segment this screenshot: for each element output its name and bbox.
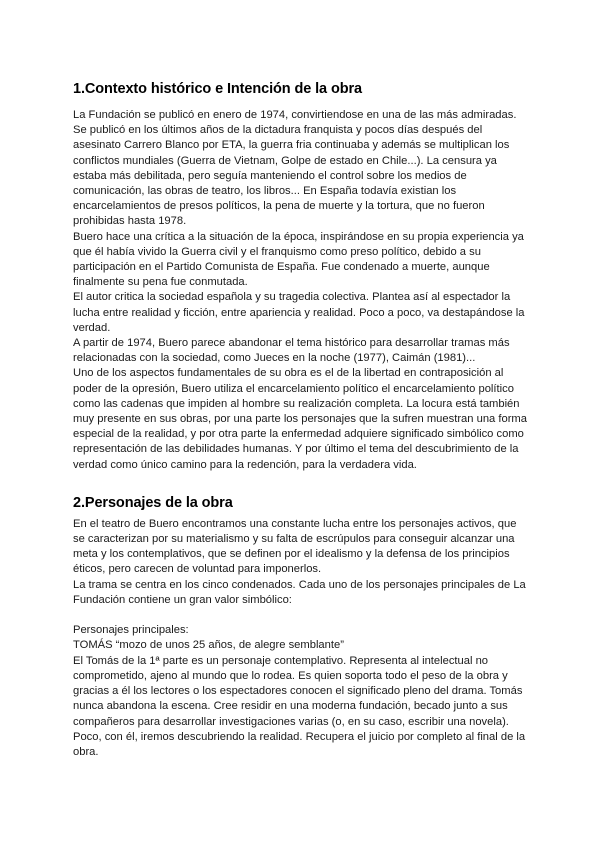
paragraph-lucha-personajes: En el teatro de Buero encontramos una constante lucha entre los personajes activos, que se caracterizan por su materialismo y su falta de escrúpulos para conseguir alcanzar una meta y los contemplativos, que se definen por el idealismo y la defensa de los principios éticos, pero carecen de voluntad para imponerlos. bbox=[73, 517, 517, 576]
section-heading-personajes: 2.Personajes de la obra bbox=[73, 494, 233, 511]
paragraph-publicacion: La Fundación se publicó en enero de 1974, convirtiendose en una de las más admiradas. Se publicó en los últimos años de la dictadura franquista y pocos días después del asesinato Carrero Blanco por ETA, la guerra fria continuaba y además se multiplican los conflictos mundiales (Guerra de Vietnam, Golpe de estado en Chile...). La censura ya estaba más debilitada, pero seguía manteniendo el control sobre los medios de comunicación, las obras de teatro, los libros... En España todavía existian los encarcelamientos de presos políticos, la pena de muerte y la tortura, que no fueron prohibidas hasta 1978. bbox=[73, 109, 517, 228]
paragraph-sociedad: El autor critica la sociedad española y su tragedia colectiva. Plantea así al espectador la lucha entre realidad y ficción, entre apariencia y realidad. Poco a poco, va destapándose la verdad. bbox=[73, 291, 525, 334]
character-line-tomas: TOMÁS “mozo de unos 25 años, de alegre semblante” bbox=[73, 639, 344, 652]
subheading-personajes-principales: Personajes principales: bbox=[73, 624, 189, 637]
paragraph-libertad: Uno de los aspectos fundamentales de su obra es el de la libertad en contraposición al poder de la opresión, Buero utiliza el encarcelamiento político el encarcelamiento político como las cadenas que impiden al hombre su realización completa. La locura está también muy presente en sus obras, por una parte los personajes que la sufren muestran una forma especial de la realidad, y por otra parte la enfermedad adquiere significado simbólico como representación de las debilidades humanas. Y por último el tema del descubrimiento de la verdad como único camino para la redención, para la verdadera vida. bbox=[73, 367, 527, 471]
paragraph-critica: Buero hace una crítica a la situación de la época, inspirándose en su propia experiencia ya que él había vivido la Guerra civil y el franquismo como preso político, debido a su participación en el Partido Comunista de España. Fue condenado a muerte, aunque finalmente su pena fue conmutada. bbox=[73, 230, 524, 289]
document-body bbox=[73, 80, 529, 760]
paragraph-tomas: El Tomás de la 1ª parte es un personaje contemplativo. Representa al intelectual no comprometido, ajeno al mundo que lo rodea. Es quien soporta todo el peso de la obra y gracias a él los lectores o los espectadores conocen el significado pleno del drama. Tomás nunca abandona la escena. Cree residir en una moderna fundación, becado junto a sus compañeros para desarrollar investigaciones varias (o, en su caso, escribir una novela). Poco, con él, iremos descubriendo la realidad. Recupera el juicio por completo al final de la obra. bbox=[73, 654, 526, 758]
section-heading-contexto: 1.Contexto histórico e Intención de la obra bbox=[73, 81, 362, 97]
paragraph-tema-historico: A partir de 1974, Buero parece abandonar el tema histórico para desarrollar tramas más relacionadas con la sociedad, como Jueces en la noche (1977), Caimán (1981)... bbox=[73, 337, 510, 365]
paragraph-trama: La trama se centra en los cinco condenados. Cada uno de los personajes principales de La Fundación contiene un gran valor simbólico: bbox=[73, 578, 526, 606]
blank-line bbox=[73, 608, 529, 623]
